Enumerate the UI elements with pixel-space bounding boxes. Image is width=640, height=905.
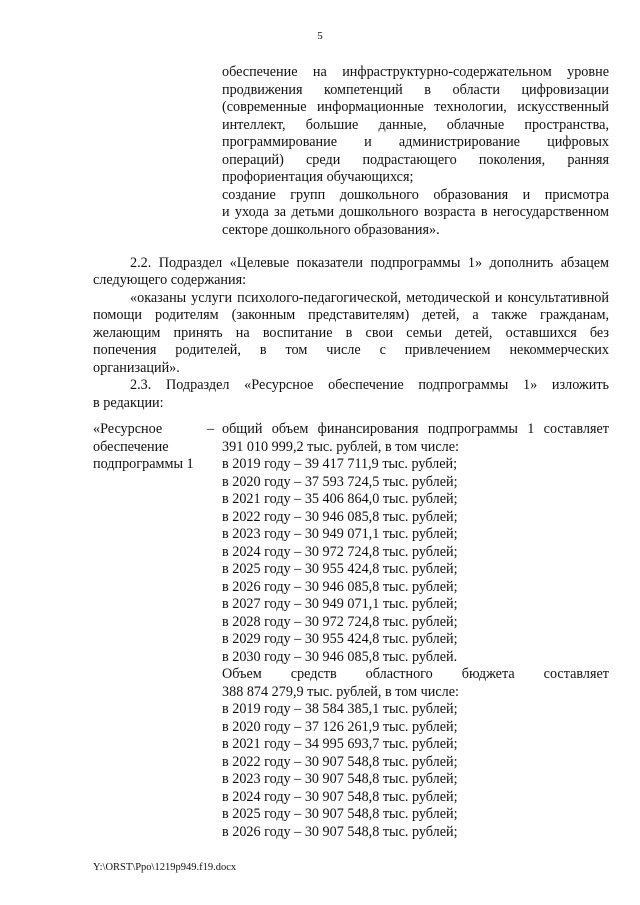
- table-value-line: в 2022 году – 30 907 548,8 тыс. рублей;: [222, 753, 458, 770]
- body-text-line: секторе дошкольного образования».: [222, 222, 440, 238]
- paragraph-line: желающим принять на воспитание в свои семьи детей, оставшихся без: [93, 325, 609, 341]
- table-value-line: в 2023 году – 30 907 548,8 тыс. рублей;: [222, 771, 458, 787]
- paragraph-line: организаций».: [93, 360, 180, 376]
- table-value-line: в 2021 году – 34 995 693,7 тыс. рублей;: [222, 736, 458, 752]
- table-value-line: в 2026 году – 30 907 548,8 тыс. рублей;: [222, 823, 458, 840]
- table-value-line: в 2022 году – 30 946 085,8 тыс. рублей;: [222, 508, 458, 525]
- body-text-line: интеллект, большие данные, облачные пространства,: [222, 117, 609, 133]
- body-text-line: продвижения компетенций в области цифровизации: [222, 82, 609, 98]
- table-value-line: в 2019 году – 38 584 385,1 тыс. рублей;: [222, 701, 458, 717]
- table-value-line: Объем средств областного бюджета составляет: [222, 666, 609, 682]
- table-value-line: в 2019 году – 39 417 711,9 тыс. рублей;: [222, 456, 458, 472]
- paragraph-line: 2.2. Подраздел «Целевые показатели подпрограммы 1» дополнить абзацем: [130, 255, 609, 271]
- paragraph-line: следующего содержания:: [93, 272, 247, 288]
- table-value-line: в 2024 году – 30 907 548,8 тыс. рублей;: [222, 788, 458, 805]
- table-value-line: в 2029 году – 30 955 424,8 тыс. рублей;: [222, 631, 458, 647]
- table-value-line: общий объем финансирования подпрограммы 1 составляет: [222, 421, 609, 437]
- body-text-line: профориентация обучающихся;: [222, 169, 414, 185]
- paragraph-line: «оказаны услуги психолого-педагогической, методической и консультативной: [130, 290, 609, 306]
- body-text-line: операций) среди подрастающего поколения, ранняя: [222, 152, 609, 168]
- table-label-line: подпрограммы 1: [93, 456, 194, 472]
- table-value-line: в 2027 году – 30 949 071,1 тыс. рублей;: [222, 596, 458, 612]
- page-number: 5: [317, 30, 323, 42]
- table-value-line: в 2025 году – 30 955 424,8 тыс. рублей;: [222, 561, 458, 577]
- table-label-line: «Ресурсное: [93, 421, 163, 437]
- paragraph-line: попечения родителей, в том числе с привлечением некоммерческих: [93, 342, 609, 358]
- paragraph-line: помощи родителям (законным представителям) детей, а также гражданам,: [93, 307, 609, 323]
- table-label-line: обеспечение: [93, 438, 169, 455]
- table-value-line: в 2025 году – 30 907 548,8 тыс. рублей;: [222, 806, 458, 822]
- body-text-line: создание групп дошкольного образования и присмотра: [222, 187, 609, 203]
- table-value-line: в 2020 году – 37 126 261,9 тыс. рублей;: [222, 718, 458, 735]
- table-value-line: 388 874 279,9 тыс. рублей, в том числе:: [222, 683, 459, 700]
- table-value-line: в 2026 году – 30 946 085,8 тыс. рублей;: [222, 578, 458, 595]
- table-value-line: в 2028 году – 30 972 724,8 тыс. рублей;: [222, 613, 458, 630]
- body-text-line: (современные информационные технологии, искусственный: [222, 99, 609, 115]
- table-value-line: в 2020 году – 37 593 724,5 тыс. рублей;: [222, 473, 458, 490]
- table-dash: –: [207, 421, 215, 437]
- file-path-footer: Y:\ORST\Ppo\1219p949.f19.docx: [93, 862, 237, 873]
- table-value-line: 391 010 999,2 тыс. рублей, в том числе:: [222, 438, 459, 455]
- table-value-line: в 2023 году – 30 949 071,1 тыс. рублей;: [222, 526, 458, 542]
- table-value-line: в 2021 году – 35 406 864,0 тыс. рублей;: [222, 491, 458, 507]
- paragraph-line: в редакции:: [93, 395, 164, 411]
- table-value-line: в 2024 году – 30 972 724,8 тыс. рублей;: [222, 543, 458, 560]
- paragraph-line: 2.3. Подраздел «Ресурсное обеспечение подпрограммы 1» изложить: [130, 377, 609, 393]
- body-text-line: и ухода за детьми дошкольного возраста в негосударственном: [222, 204, 609, 220]
- body-text-line: обеспечение на инфраструктурно-содержательном уровне: [222, 64, 609, 80]
- table-value-line: в 2030 году – 30 946 085,8 тыс. рублей.: [222, 648, 458, 665]
- body-text-line: программирование и администрирование цифровых: [222, 134, 609, 150]
